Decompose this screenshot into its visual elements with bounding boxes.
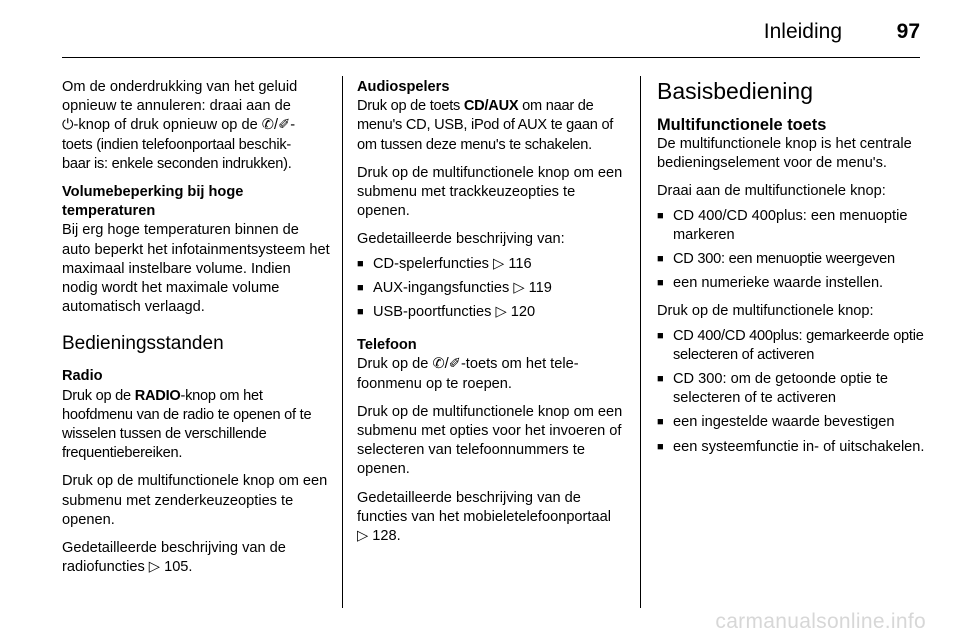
page-number: 97 [896, 20, 920, 43]
audio-paragraph-1 [357, 97, 625, 155]
audio-paragraph-2: Druk op de multifunctionele knop om een submenu met trackkeuzeopties te openen. [357, 164, 623, 220]
power-icon: ⏻ [62, 117, 74, 134]
list-item-text: CD-spelerfuncties ▷ 116 [373, 255, 532, 272]
phone-heading: Telefoon [357, 337, 417, 354]
intro-line: opnieuw te annuleren: draai aan de [62, 98, 291, 115]
list-item-text: een numerieke waarde instellen. [673, 275, 884, 292]
list-item-text: AUX-ingangsfuncties ▷ 119 [373, 279, 552, 296]
list-item [357, 279, 625, 298]
radio-text: Druk op de [62, 387, 135, 404]
page-header [62, 18, 920, 48]
bullet-icon: ■ [357, 306, 364, 319]
audio-paragraph-3: Gedetailleerde beschrijving van: [357, 231, 565, 248]
intro-line: Om de onderdrukking van het geluid [62, 79, 298, 95]
bullet-icon: ■ [657, 373, 664, 386]
bullet-icon: ■ [657, 253, 664, 266]
watermark: carmanualsonline.info [715, 610, 926, 633]
cd-aux-key: CD/AUX [463, 98, 519, 115]
list-item-text: CD 400/CD 400plus: gemarkeerde optie selecteren of activeren [673, 327, 924, 363]
subsection-heading: Multifunctionele toets [657, 116, 827, 134]
bullet-icon: ■ [657, 416, 664, 429]
column-divider-2 [640, 76, 641, 608]
bullet-icon: ■ [657, 329, 664, 342]
rotate-list [657, 207, 925, 294]
radio-text: -knop om het hoofdmenu van de radio te openen of te wisselen tussen de verschillende frequentiebereiken. [62, 387, 312, 462]
intro-line: -knop of druk opnieuw op de [73, 117, 258, 134]
bullet-icon: ■ [357, 281, 364, 294]
section-heading: Basisbediening [657, 78, 814, 104]
radio-paragraph-3: Gedetailleerde beschrijving van de radiofuncties ▷ 105. [62, 540, 286, 576]
list-item [357, 303, 625, 322]
header-rule [62, 57, 920, 58]
audio-text: om naar de menu's CD, USB, iPod of AUX te gaan of om tussen deze menu's te schakelen. [357, 98, 614, 153]
list-item [657, 438, 925, 457]
intro-line: toets (indien telefoonportaal beschik- [62, 136, 292, 153]
list-item-text: CD 300: om de getoonde optie te selecteren of te activeren [673, 371, 889, 407]
list-item [657, 327, 925, 365]
phone-paragraph-2: Druk op de multifunctionele knop om een submenu met opties voor het invoeren of selecteren van telefoonnummers te openen. [357, 403, 623, 478]
press-list [657, 327, 925, 457]
rotate-text: Draai aan de multifunctionele knop: [657, 183, 886, 200]
column-middle [357, 78, 625, 555]
bullet-icon: ■ [657, 277, 664, 290]
bullet-icon: ■ [357, 257, 364, 270]
intro-paragraph [62, 78, 330, 174]
radio-heading: Radio [62, 368, 103, 385]
intro-text: De multifunctionele knop is het centrale bedieningselement voor de menu's. [657, 136, 912, 172]
phone-icon: ✆/✐- [261, 117, 296, 134]
list-item [357, 255, 625, 274]
list-item [657, 370, 925, 408]
audio-list [357, 255, 625, 323]
list-item [657, 250, 925, 269]
column-divider-1 [342, 76, 343, 608]
list-item-text: een ingestelde waarde bevestigen [673, 414, 895, 431]
list-item-text: CD 300: een menuoptie weergeven [673, 251, 895, 268]
bullet-icon: ■ [657, 209, 664, 222]
phone-paragraph-1: Druk op de ✆/✐-toets om het telefoonmenu op te roepen. [357, 356, 579, 392]
radio-key: RADIO [134, 387, 181, 404]
column-left [62, 78, 330, 586]
list-item-text: een systeemfunctie in- of uitschakelen. [673, 438, 925, 455]
volume-text: Bij erg hoge temperaturen binnen de auto beperkt het infotainmentsysteem het maximaal instelbare volume. Indien nodig wordt het maximale volume automatisch verlaagd. [62, 222, 330, 316]
press-text: Druk op de multifunctionele knop: [657, 303, 874, 320]
phone-paragraph-3: Gedetailleerde beschrijving van de functies van het mobieletelefoonportaal ▷ 128. [357, 489, 611, 545]
bullet-icon: ■ [657, 440, 664, 453]
volume-heading: Volumebeperking bij hoge temperaturen [62, 184, 244, 220]
audio-text: Druk op de toets [357, 98, 464, 115]
intro-line: baar is: enkele seconden indrukken). [62, 155, 292, 172]
list-item-text: CD 400/CD 400plus: een menuoptie markeren [673, 207, 908, 243]
column-right [657, 78, 925, 466]
page-title: Inleiding [763, 20, 842, 43]
radio-paragraph-2: Druk op de multifunctionele knop om een submenu met zenderkeuzeopties te openen. [62, 473, 328, 528]
list-item [657, 274, 925, 293]
radio-paragraph-1 [62, 387, 330, 464]
modes-heading: Bedieningsstanden [62, 333, 224, 355]
audio-heading: Audiospelers [357, 79, 450, 95]
list-item-text: USB-poortfuncties ▷ 120 [373, 304, 536, 321]
list-item [657, 207, 925, 245]
list-item [657, 413, 925, 432]
